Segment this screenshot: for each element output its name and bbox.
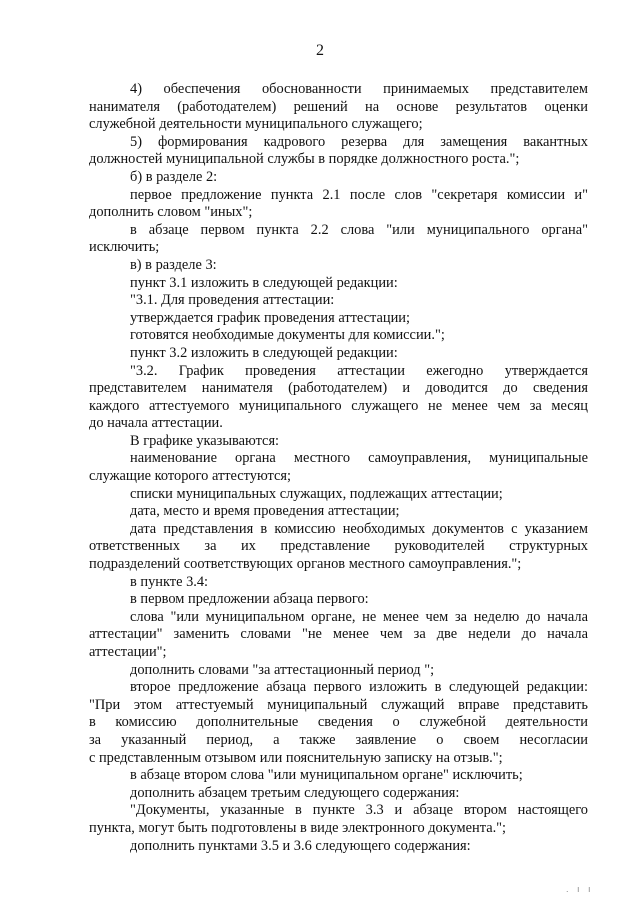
- text-line: должностей муниципальной службы в порядке должностного роста.";: [89, 151, 520, 168]
- text-line: "При этом аттестуемый муниципальный служащий вправе представить: [89, 696, 588, 713]
- text-line: б) в разделе 2:: [130, 168, 218, 185]
- text-line: дополнить словом "иных";: [89, 204, 253, 221]
- text-line: в абзаце втором слова "или муниципальном органе" исключить;: [130, 767, 523, 784]
- text-line: 5) формирования кадрового резерва для замещения вакантных: [130, 133, 588, 150]
- text-line: в комиссию дополнительные сведения о служебной деятельности: [89, 714, 588, 731]
- text-line: второе предложение абзаца первого изложить в следующей редакции:: [130, 679, 588, 696]
- text-line: служебной деятельности муниципального служащего;: [89, 116, 423, 133]
- text-line: слова "или муниципальном органе, не менее чем за неделю до начала: [130, 608, 588, 625]
- text-line: дата, место и время проведения аттестации;: [130, 503, 400, 520]
- text-line: наименование органа местного самоуправления, муниципальные: [130, 450, 588, 467]
- page-number: 2: [316, 42, 324, 59]
- text-line: пункт 3.2 изложить в следующей редакции:: [130, 344, 398, 361]
- text-line: нанимателя (работодателем) решений на основе результатов оценки: [89, 98, 588, 115]
- text-line: дополнить словами "за аттестационный период ";: [130, 661, 435, 678]
- text-line: "Документы, указанные в пункте 3.3 и абзаце втором настоящего: [130, 802, 588, 819]
- text-line: готовятся необходимые документы для комиссии.";: [130, 327, 445, 344]
- text-line: аттестации";: [89, 644, 167, 660]
- text-line: пункт 3.1 изложить в следующей редакции:: [130, 274, 398, 291]
- text-line: дополнить абзацем третьим следующего содержания:: [130, 784, 460, 801]
- footer-marks: . ı ı: [566, 884, 594, 894]
- text-line: В графике указываются:: [130, 432, 280, 449]
- text-line: дата представления в комиссию необходимых документов с указанием: [130, 520, 588, 537]
- text-line: ответственных за их представление руководителей структурных: [89, 538, 588, 555]
- text-line: аттестации" заменить словами "не менее чем за две недели до начала: [89, 626, 588, 643]
- text-line: утверждается график проведения аттестации;: [130, 309, 410, 326]
- text-line: "3.2. График проведения аттестации ежегодно утверждается: [130, 362, 588, 379]
- text-line: первое предложение пункта 2.1 после слов "секретаря комиссии и": [130, 186, 588, 203]
- text-line: исключить;: [89, 239, 160, 256]
- text-line: подразделений соответствующих органов местного самоуправления.";: [89, 556, 522, 573]
- text-line: списки муниципальных служащих, подлежащих аттестации;: [130, 485, 503, 502]
- text-line: пункта, могут быть подготовлены в виде электронного документа.";: [89, 819, 507, 836]
- text-line: до начала аттестации.: [89, 415, 223, 432]
- text-line: "3.1. Для проведения аттестации:: [130, 292, 335, 309]
- document-body: [89, 81, 588, 855]
- text-line: в пункте 3.4:: [130, 573, 209, 590]
- text-line: в) в разделе 3:: [130, 256, 217, 273]
- text-line: в абзаце первом пункта 2.2 слова "или муниципального органа": [130, 221, 588, 238]
- text-line: дополнить пунктами 3.5 и 3.6 следующего содержания:: [130, 837, 471, 854]
- text-line: 4) обеспечения обоснованности принимаемых представителем: [130, 81, 588, 97]
- text-line: каждого аттестуемого муниципального служащего не менее чем за месяц: [89, 397, 588, 414]
- text-line: в первом предложении абзаца первого:: [130, 591, 369, 608]
- text-line: служащие которого аттестуются;: [89, 468, 292, 485]
- text-line: с представленным отзывом или пояснительную записку на отзыв.";: [89, 749, 503, 766]
- text-line: за указанный период, а также заявление о своем несогласии: [89, 731, 588, 748]
- text-line: представителем нанимателя (работодателем) и доводится до сведения: [89, 380, 588, 397]
